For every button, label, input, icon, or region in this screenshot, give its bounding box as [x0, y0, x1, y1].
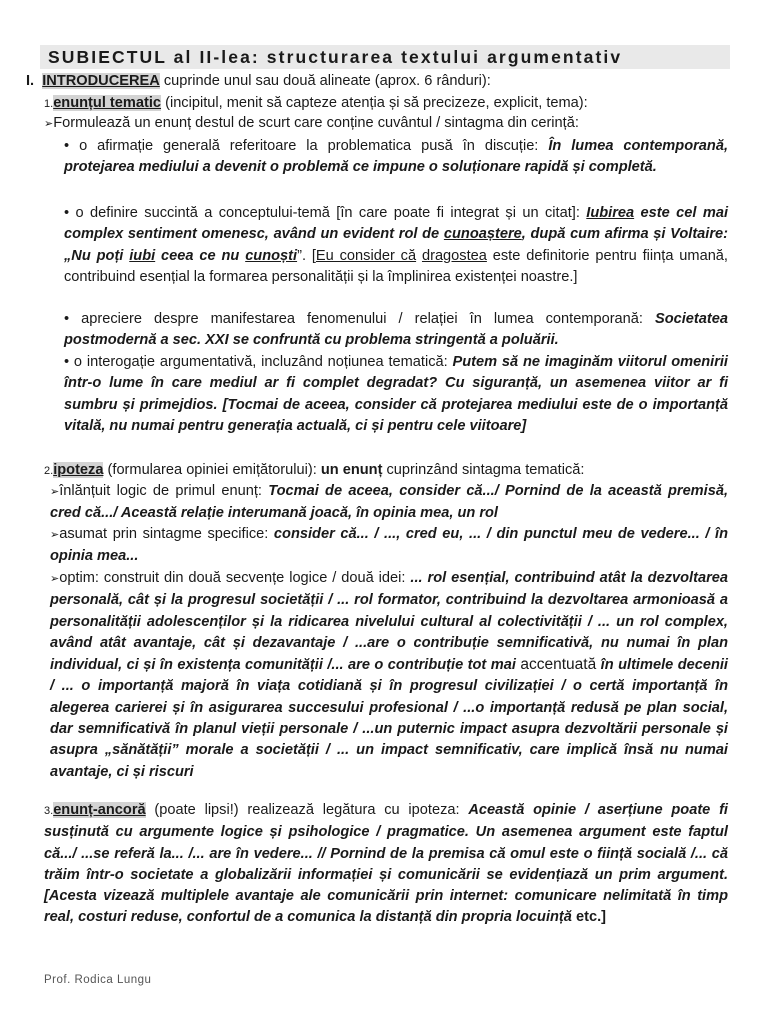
bullet-example: În lumea contemporană, protejarea mediului a devenit o problemă ce impune o soluționare rapidă și completă.	[64, 138, 728, 176]
item-three	[44, 800, 728, 929]
arrow-bullet-icon: ➢	[44, 118, 54, 130]
arrow-bullet-icon: ➢	[50, 573, 60, 585]
arrow-item-optimal	[50, 568, 728, 783]
arrow-bullet-icon: ➢	[50, 486, 60, 498]
bullet-example: , după cum afirma și Voltaire: „Nu poți	[64, 226, 729, 264]
item-example-bracket: Acesta vizează multiplele avantaje ale comunicării prin internet: comunicare nelimitată în timp real, costuri reduse, confortul de a comunica la distanță din propria locuință	[44, 888, 728, 926]
underlined-phrase: Eu consider că	[315, 247, 417, 264]
bullet-definition	[64, 203, 728, 288]
page-title: SUBIECTUL al II-lea: structurarea textului argumentativ	[48, 47, 623, 67]
bullet-example: ceea ce nu	[155, 247, 246, 264]
arrow-bullet-icon: ➢	[50, 529, 60, 541]
section-label: I.	[26, 73, 35, 89]
bullet-text: este definitorie pentru ființa umană, contribuind esențial la formarea personalității și la împlinirea existenței noastre.]	[64, 247, 728, 285]
item-two-heading	[44, 460, 584, 481]
bullet-appreciation	[64, 309, 728, 352]
arrow-text: asumat prin sintagme specifice:	[59, 526, 274, 542]
underlined-word: Iubirea	[586, 205, 635, 221]
item-bold-text: un enunț	[320, 462, 383, 478]
bullet-example: este cel mai complex sentiment omenesc, având un evident rol de	[64, 205, 728, 243]
underlined-word: dragostea	[421, 247, 487, 264]
section-intro-text: cuprinde unul sau două alineate (aprox. 6 rânduri):	[159, 73, 491, 89]
bullet-interrogation	[64, 352, 728, 437]
item-number: 3.	[44, 805, 54, 817]
arrow-text: optim: construit din două secvențe logice / două idei:	[59, 570, 411, 586]
bullet-text: • o afirmație generală referitoare la problematica pusă în discuție:	[64, 138, 549, 154]
arrow-example: ... rol esențial, contribuind atât la dezvoltarea personală, cât și la progresul societății / ... rol formator, contribuind la dezvoltarea armonioasă a personalității adolescenților și la ridicarea nivelului cultural al colectivității / ... un rol complex, având atât avantaje, cât și dezavantaje / ...are o contribuție semnificativă, nu numai în plan individual, ci și în existența comunității /... are o contribuție tot mai	[50, 570, 728, 674]
arrow-text: Formulează un enunț destul de scurt care conține cuvântul / sintagma din cerință:	[53, 115, 579, 131]
item-end: etc.]	[571, 909, 606, 926]
item-text: (formularea opiniei emițătorului):	[103, 462, 321, 478]
author-footer: Prof. Rodica Lungu	[44, 974, 152, 986]
item-term: enunțul tematic	[53, 95, 162, 111]
item-term: ipoteza	[53, 462, 104, 478]
bullet-text: • o interogație argumentativă, incluzând noțiunea tematică:	[64, 354, 453, 370]
arrow-example: Tocmai de aceea, consider că.../ Pornind de la această premisă, cred că.../ Această relație interumană joacă, în opinia mea, un rol	[50, 483, 728, 522]
item-number: 2.	[44, 465, 54, 477]
item-example: Această opinie / aserțiune poate fi susținută cu argumente logice și psihologice / pragmatice. Un asemenea argument este faptul că.../ ...se referă la... /... are în vedere... // Pornind de la premisa că omul este o ființă socială /... că trăim într-o societate a globalizării informației și comunicării se evidențiază un prim argument. [	[44, 802, 728, 905]
bullet-text: • apreciere despre manifestarea fenomenului / relației în lumea contemporană:	[64, 311, 655, 327]
bullet-affirmation	[64, 136, 728, 179]
bullet-example: Putem să ne imaginăm viitorul omenirii într-o lume în care mediul ar fi complet degradat? Cu siguranță, un asemenea viitor ar fi sumbru și primejdios. [Tocmai de aceea, consider că protejarea mediului este de o importanță vitală, nu numai pentru generația actuală, ci și pentru cele viitoare]	[64, 354, 728, 434]
arrow-text: înlănțuit logic de primul enunț:	[59, 483, 269, 499]
item-number: 1.	[44, 98, 54, 110]
item-text: (incipitul, menit să capteze atenția și să precizeze, explicit, tema):	[161, 95, 588, 111]
underlined-word: cunoaștere	[443, 226, 522, 243]
accent-word: accentuată	[520, 656, 597, 674]
underlined-word: cunoști	[245, 247, 298, 264]
underlined-word: iubi	[129, 247, 156, 264]
item-term: enunț-ancoră	[53, 802, 146, 818]
arrow-item-chained	[50, 481, 728, 525]
section-intro	[26, 71, 491, 91]
arrow-line	[44, 113, 579, 134]
bullet-text: ”. [	[297, 247, 316, 264]
arrow-item-assumed	[50, 524, 728, 568]
item-text: (poate lipsi!) realizează legătura cu ipoteza:	[145, 802, 469, 818]
bullet-example: Societatea postmodernă a sec. XXI se confruntă cu problema stringentă a poluării.	[64, 311, 728, 349]
section-heading: INTRODUCEREA	[42, 73, 160, 89]
arrow-example: consider că... / ..., cred eu, ... / din punctul meu de vedere... / în opinia mea...	[50, 526, 728, 565]
item-text: cuprinzând sintagma tematică:	[382, 462, 585, 478]
bullet-text: • o definire succintă a conceptului-temă [în care poate fi integrat și un citat]:	[64, 205, 587, 221]
arrow-example: în ultimele decenii / ... o importanță majoră în viața cotidiană și în progresul civilizației / o certă importanță în alegerea carierei și în asigurarea succesului profesional / ...o importanță redusă pe plan social, dar semnificativă în planul vieții personale / ...un puternic impact asupra dezvoltării personale și asupra „sănătății” morale a societății / ... un impact semnificativ, care implică însă nu numai avantaje, ci și riscuri	[50, 657, 728, 780]
item-one-heading	[44, 93, 588, 114]
